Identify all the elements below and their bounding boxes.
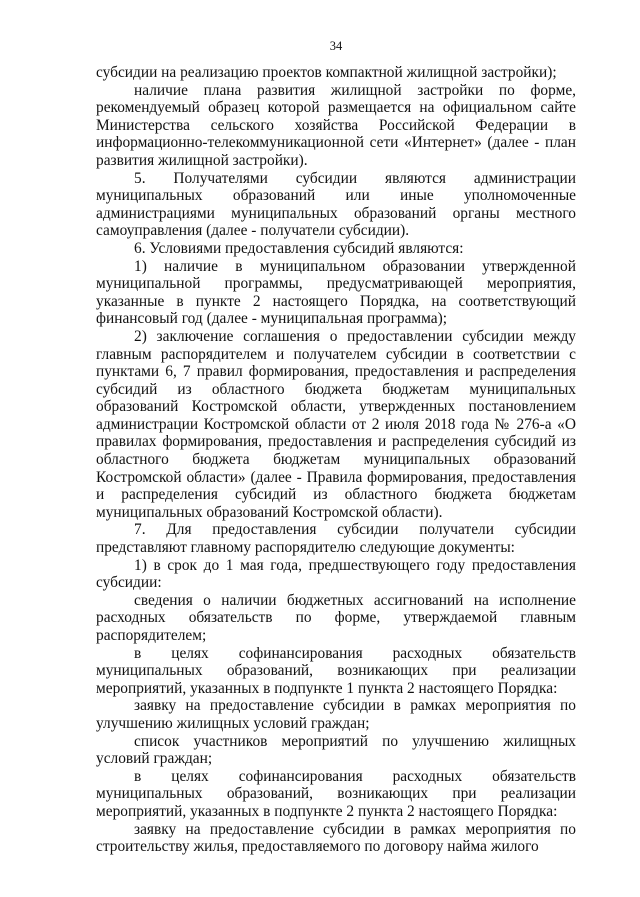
paragraph: список участников мероприятий по улучшению жилищных условий граждан;: [96, 732, 576, 768]
paragraph: субсидии на реализацию проектов компактной жилищной застройки);: [96, 64, 557, 81]
paragraph: сведения о наличии бюджетных ассигнований на исполнение расходных обязательств по форме, утверждаемой главным распорядителем;: [96, 591, 576, 644]
page-number: 34: [329, 39, 343, 53]
paragraph: 6. Условиями предоставления субсидий являются:: [134, 239, 464, 257]
paragraph: в целях софинансирования расходных обязательств муниципальных образований, возникающих при реализации мероприятий, указанных в подпункте 1 пункта 2 настоящего Порядка:: [96, 644, 576, 697]
paragraph: наличие плана развития жилищной застройки по форме, рекомендуемый образец которой размещается на официальном сайте Министерства сельского хозяйства Российской Федерации в информационно-телекоммуникационной сети «Интернет» (далее - план развития жилищной застройки).: [96, 81, 576, 169]
paragraph: 7. Для предоставления субсидии получатели субсидии представляют главному распорядителю следующие документы:: [96, 521, 576, 557]
paragraph: 2) заключение соглашения о предоставлении субсидии между главным распорядителем и получателем субсидии в соответствии с пунктами 6, 7 правил формирования, предоставления и распределения субсидий из областного бюджета бюджетам муниципальных образований Костромской области, утвержденных постановлением администрации Костромской области от 2 июля 2018 года № 276-а «О правилах формирования, предоставления и распределения субсидий из областного бюджета бюджетам муниципальных образований Костромской области» (далее - Правила формирования, предоставления и распределения субсидий из областного бюджета бюджетам муниципальных образований Костромской области).: [96, 327, 576, 521]
paragraph: 1) в срок до 1 мая года, предшествующего году предоставления субсидии:: [96, 556, 576, 592]
paragraph: заявку на предоставление субсидии в рамках мероприятия по строительству жилья, предоставляемого по договору найма жилого: [96, 820, 576, 856]
paragraph: 5. Получателями субсидии являются администрации муниципальных образований или иные уполномоченные администрациями муниципальных образований органы местного самоуправления (далее - получатели субсидии).: [96, 169, 576, 240]
paragraph: в целях софинансирования расходных обязательств муниципальных образований, возникающих при реализации мероприятий, указанных в подпункте 2 пункта 2 настоящего Порядка:: [96, 767, 576, 820]
paragraph: заявку на предоставление субсидии в рамках мероприятия по улучшению жилищных условий граждан;: [96, 697, 576, 732]
paragraph: 1) наличие в муниципальном образовании утвержденной муниципальной программы, предусматривающей мероприятия, указанные в пункте 2 настоящего Порядка, на соответствующий финансовый год (далее - муниципальная программа);: [96, 257, 576, 328]
document-body: [96, 64, 576, 856]
